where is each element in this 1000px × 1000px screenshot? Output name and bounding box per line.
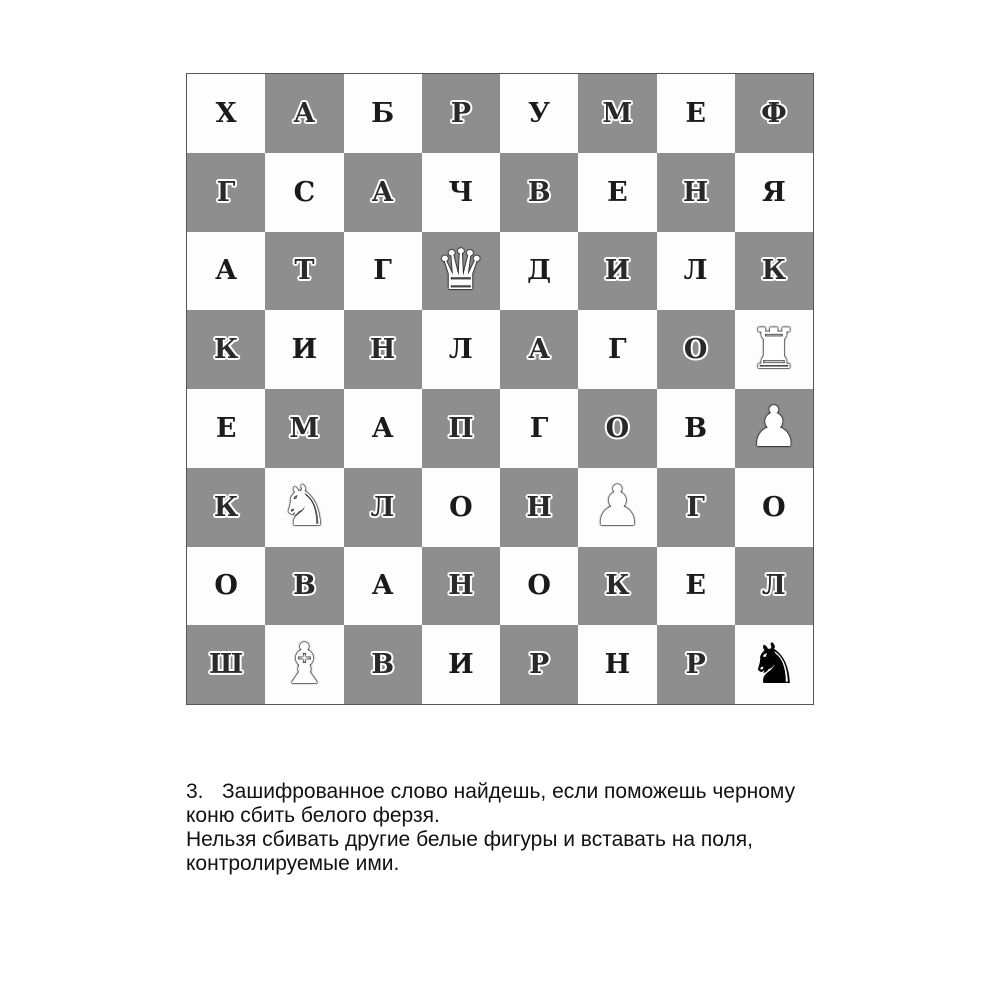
board-cell[interactable]	[187, 153, 265, 232]
board-cell[interactable]	[578, 625, 656, 704]
cell-letter: Г	[529, 412, 549, 444]
black-knight-icon: ♞	[748, 631, 799, 697]
task-line-1: Зашифрованное слово найдешь, если поможешь черному коню сбить белого ферзя.	[186, 780, 796, 827]
cell-letter: О	[214, 570, 238, 602]
cell-letter: Л	[370, 491, 395, 523]
cell-letter: А	[215, 255, 238, 287]
board-cell[interactable]	[500, 232, 578, 311]
cell-letter: И	[448, 649, 474, 681]
cell-letter: К	[213, 334, 239, 366]
board-cell[interactable]	[187, 74, 265, 153]
cell-letter: Е	[607, 176, 628, 208]
cell-letter: Б	[371, 97, 395, 129]
cell-letter: С	[293, 176, 316, 208]
board-cell[interactable]	[187, 389, 265, 468]
cell-letter: У	[528, 97, 551, 129]
white-rook-icon: ♜	[748, 316, 799, 382]
task-text-1	[186, 780, 806, 828]
board-cell[interactable]	[265, 310, 343, 389]
board-cell[interactable]	[422, 389, 500, 468]
board-cell[interactable]	[265, 232, 343, 311]
cell-letter: Г	[216, 176, 236, 208]
board-cell[interactable]	[344, 547, 422, 626]
board-cell[interactable]	[344, 232, 422, 311]
board-cell[interactable]	[735, 153, 813, 232]
cell-letter: Ч	[448, 176, 474, 208]
cell-letter: Н	[369, 334, 396, 366]
cell-letter: Г	[373, 255, 392, 287]
cell-letter: О	[683, 334, 708, 366]
cell-letter: В	[371, 649, 395, 681]
board-cell[interactable]	[344, 389, 422, 468]
board-cell[interactable]	[422, 468, 500, 547]
board-cell[interactable]	[344, 468, 422, 547]
board-cell[interactable]	[344, 74, 422, 153]
cell-letter: А	[293, 97, 316, 129]
board-cell[interactable]	[265, 389, 343, 468]
board-cell[interactable]	[344, 310, 422, 389]
cell-letter: Р	[528, 649, 550, 681]
cell-letter: К	[605, 570, 630, 602]
board-cell[interactable]	[265, 625, 343, 704]
cell-letter: К	[213, 491, 239, 523]
cell-letter: Л	[761, 570, 786, 602]
board-cell[interactable]	[187, 232, 265, 311]
board-cell[interactable]	[578, 310, 656, 389]
board-cell[interactable]	[657, 468, 735, 547]
board-cell[interactable]	[735, 389, 813, 468]
cell-letter: Г	[686, 491, 705, 523]
cell-letter: Н	[604, 649, 631, 681]
board-cell[interactable]	[344, 153, 422, 232]
white-bishop-icon: ♝	[279, 631, 330, 697]
cell-letter: Ш	[209, 649, 244, 681]
board-cell[interactable]	[187, 547, 265, 626]
white-knight-icon: ♞	[279, 474, 330, 540]
white-pawn-icon: ♟	[592, 474, 643, 540]
board-cell[interactable]	[344, 625, 422, 704]
cell-letter: Т	[294, 255, 315, 287]
cell-letter: Д	[527, 255, 552, 287]
board-cell[interactable]	[500, 310, 578, 389]
cell-letter: Л	[448, 334, 473, 366]
board-cell[interactable]	[657, 625, 735, 704]
board-cell[interactable]	[657, 74, 735, 153]
cell-letter: Е	[685, 570, 706, 602]
board-cell[interactable]	[500, 625, 578, 704]
board-cell[interactable]	[735, 468, 813, 547]
cell-letter: Н	[526, 491, 552, 523]
board-cell[interactable]	[500, 468, 578, 547]
board-cell[interactable]	[422, 153, 500, 232]
cell-letter: Н	[448, 570, 474, 602]
board-cell[interactable]	[578, 74, 656, 153]
board-cell[interactable]	[735, 310, 813, 389]
cell-letter: Х	[215, 97, 237, 129]
board-cell[interactable]	[735, 547, 813, 626]
board-cell[interactable]	[187, 468, 265, 547]
cell-letter: Е	[685, 97, 706, 129]
cell-letter: Р	[450, 97, 472, 129]
cell-letter: Л	[683, 255, 708, 287]
cell-letter: К	[761, 255, 787, 287]
board-cell[interactable]	[735, 74, 813, 153]
board-cell[interactable]	[578, 389, 656, 468]
task-caption	[186, 780, 806, 876]
board-cell[interactable]	[657, 310, 735, 389]
cell-letter: О	[762, 491, 786, 523]
cell-letter: В	[684, 412, 708, 444]
board-cell[interactable]	[500, 74, 578, 153]
board-cell[interactable]	[500, 153, 578, 232]
cell-letter: М	[602, 97, 633, 129]
chess-board	[186, 73, 814, 705]
cell-letter: О	[527, 570, 551, 602]
board-cell[interactable]	[422, 625, 500, 704]
cell-letter: Я	[761, 176, 786, 208]
cell-letter: О	[449, 491, 473, 523]
board-cell[interactable]	[422, 310, 500, 389]
cell-letter: П	[448, 412, 474, 444]
board-cell[interactable]	[265, 468, 343, 547]
board-cell[interactable]	[422, 74, 500, 153]
cell-letter: Р	[685, 649, 706, 681]
cell-letter: В	[292, 570, 316, 602]
board-cell[interactable]	[500, 547, 578, 626]
board-cell[interactable]	[265, 74, 343, 153]
cell-letter: А	[371, 176, 394, 208]
cell-letter: Н	[682, 176, 709, 208]
board-cell[interactable]	[265, 153, 343, 232]
board-cell[interactable]	[578, 232, 656, 311]
board-cell[interactable]	[578, 468, 656, 547]
cell-letter: А	[528, 334, 551, 366]
cell-letter: М	[289, 412, 320, 444]
task-number: 3.	[186, 780, 204, 803]
board-cell[interactable]	[187, 625, 265, 704]
board-cell[interactable]	[735, 232, 813, 311]
board-cell[interactable]	[500, 389, 578, 468]
white-pawn-icon: ♟	[748, 395, 799, 461]
board-cell[interactable]	[657, 389, 735, 468]
cell-letter: Ф	[761, 97, 787, 129]
board-cell[interactable]	[187, 310, 265, 389]
board-cell[interactable]	[657, 232, 735, 311]
cell-letter: И	[291, 334, 318, 366]
white-queen-icon: ♛	[435, 237, 486, 303]
board-cell[interactable]	[657, 547, 735, 626]
cell-letter: О	[605, 412, 630, 444]
board-cell[interactable]	[578, 547, 656, 626]
task-text-2: Нельзя сбивать другие белые фигуры и вставать на поля, контролируемые ими.	[186, 828, 753, 875]
cell-letter: Е	[215, 412, 237, 444]
board-cell[interactable]	[422, 232, 500, 311]
cell-letter: А	[371, 570, 394, 602]
cell-letter: А	[371, 412, 394, 444]
board-cell[interactable]	[422, 547, 500, 626]
cell-letter: В	[527, 176, 551, 208]
board-cell[interactable]	[657, 153, 735, 232]
board-cell[interactable]	[265, 547, 343, 626]
cell-letter: Г	[608, 334, 627, 366]
board-cell[interactable]	[735, 625, 813, 704]
cell-letter: И	[604, 255, 631, 287]
board-cell[interactable]	[578, 153, 656, 232]
